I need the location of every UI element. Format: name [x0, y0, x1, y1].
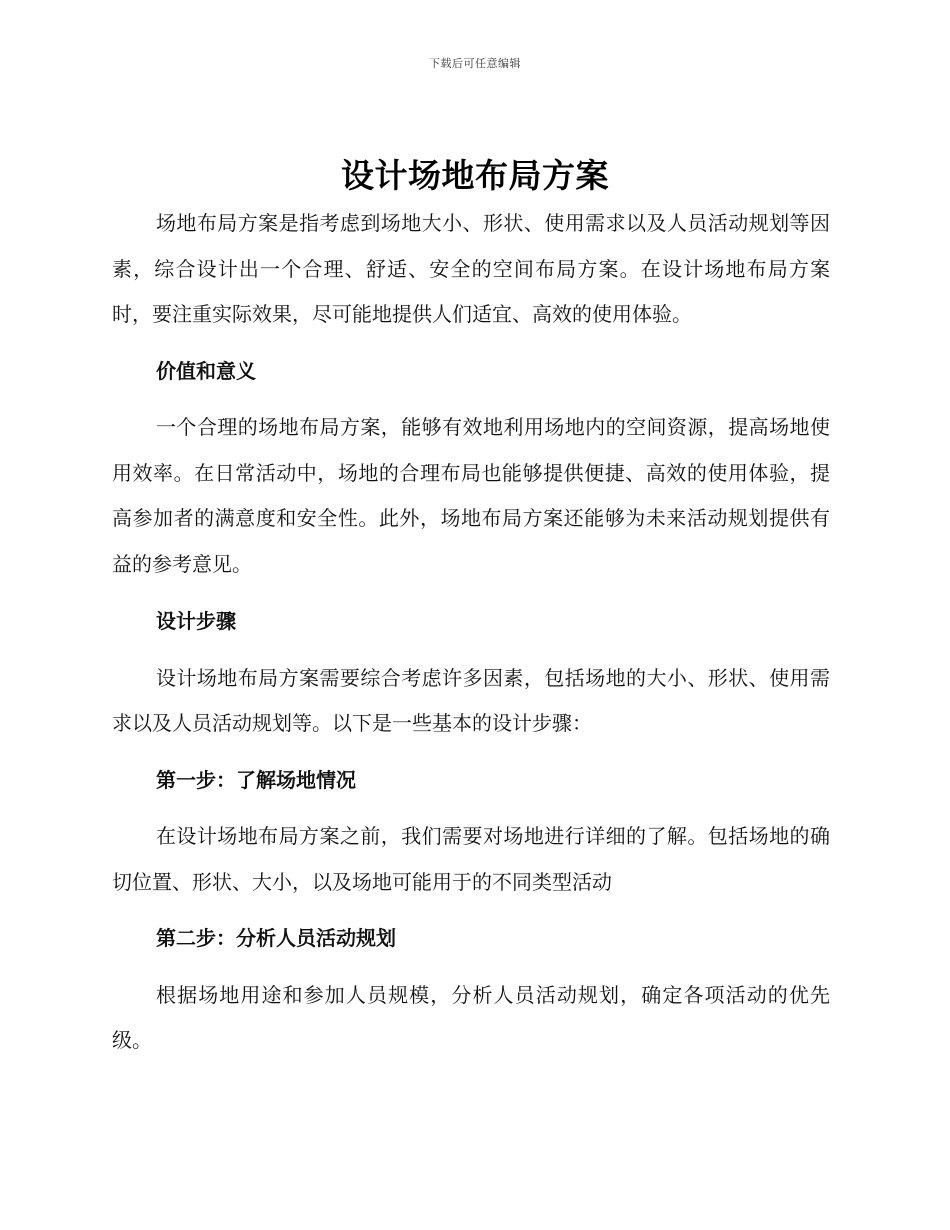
document-body [112, 201, 830, 1064]
section-heading-step-one: 第一步：了解场地情况 [156, 767, 356, 792]
section-body-step-two: 根据场地用途和参加人员规模，分析人员活动规划，确定各项活动的优先级。 [112, 982, 830, 1052]
page-title: 设计场地布局方案 [341, 156, 609, 195]
section-body-value: 一个合理的场地布局方案，能够有效地利用场地内的空间资源，提高场地使用效率。在日常活动中，场地的合理布局也能够提供便捷、高效的使用体验，提高参加者的满意度和安全性。此外，场地布局方案还能够为未来活动规划提供有益的参考意见。 [112, 415, 830, 576]
section-heading-steps: 设计步骤 [156, 609, 236, 633]
section-body-step-one: 在设计场地布局方案之前，我们需要对场地进行详细的了解。包括场地的确切位置、形状、大小，以及场地可能用于的不同类型活动 [112, 824, 830, 894]
intro-paragraph: 场地布局方案是指考虑到场地大小、形状、使用需求以及人员活动规划等因素，综合设计出一个合理、舒适、安全的空间布局方案。在设计场地布局方案时，要注重实际效果，尽可能地提供人们适宜、高效的使用体验。 [112, 211, 830, 326]
section-body-steps: 设计场地布局方案需要综合考虑许多因素，包括场地的大小、形状、使用需求以及人员活动规划等。以下是一些基本的设计步骤： [112, 665, 830, 735]
section-heading-value: 价值和意义 [156, 358, 256, 383]
section-heading-step-two: 第二步：分析人员活动规划 [156, 926, 396, 950]
header-note: 下载后可任意编辑 [429, 57, 521, 70]
